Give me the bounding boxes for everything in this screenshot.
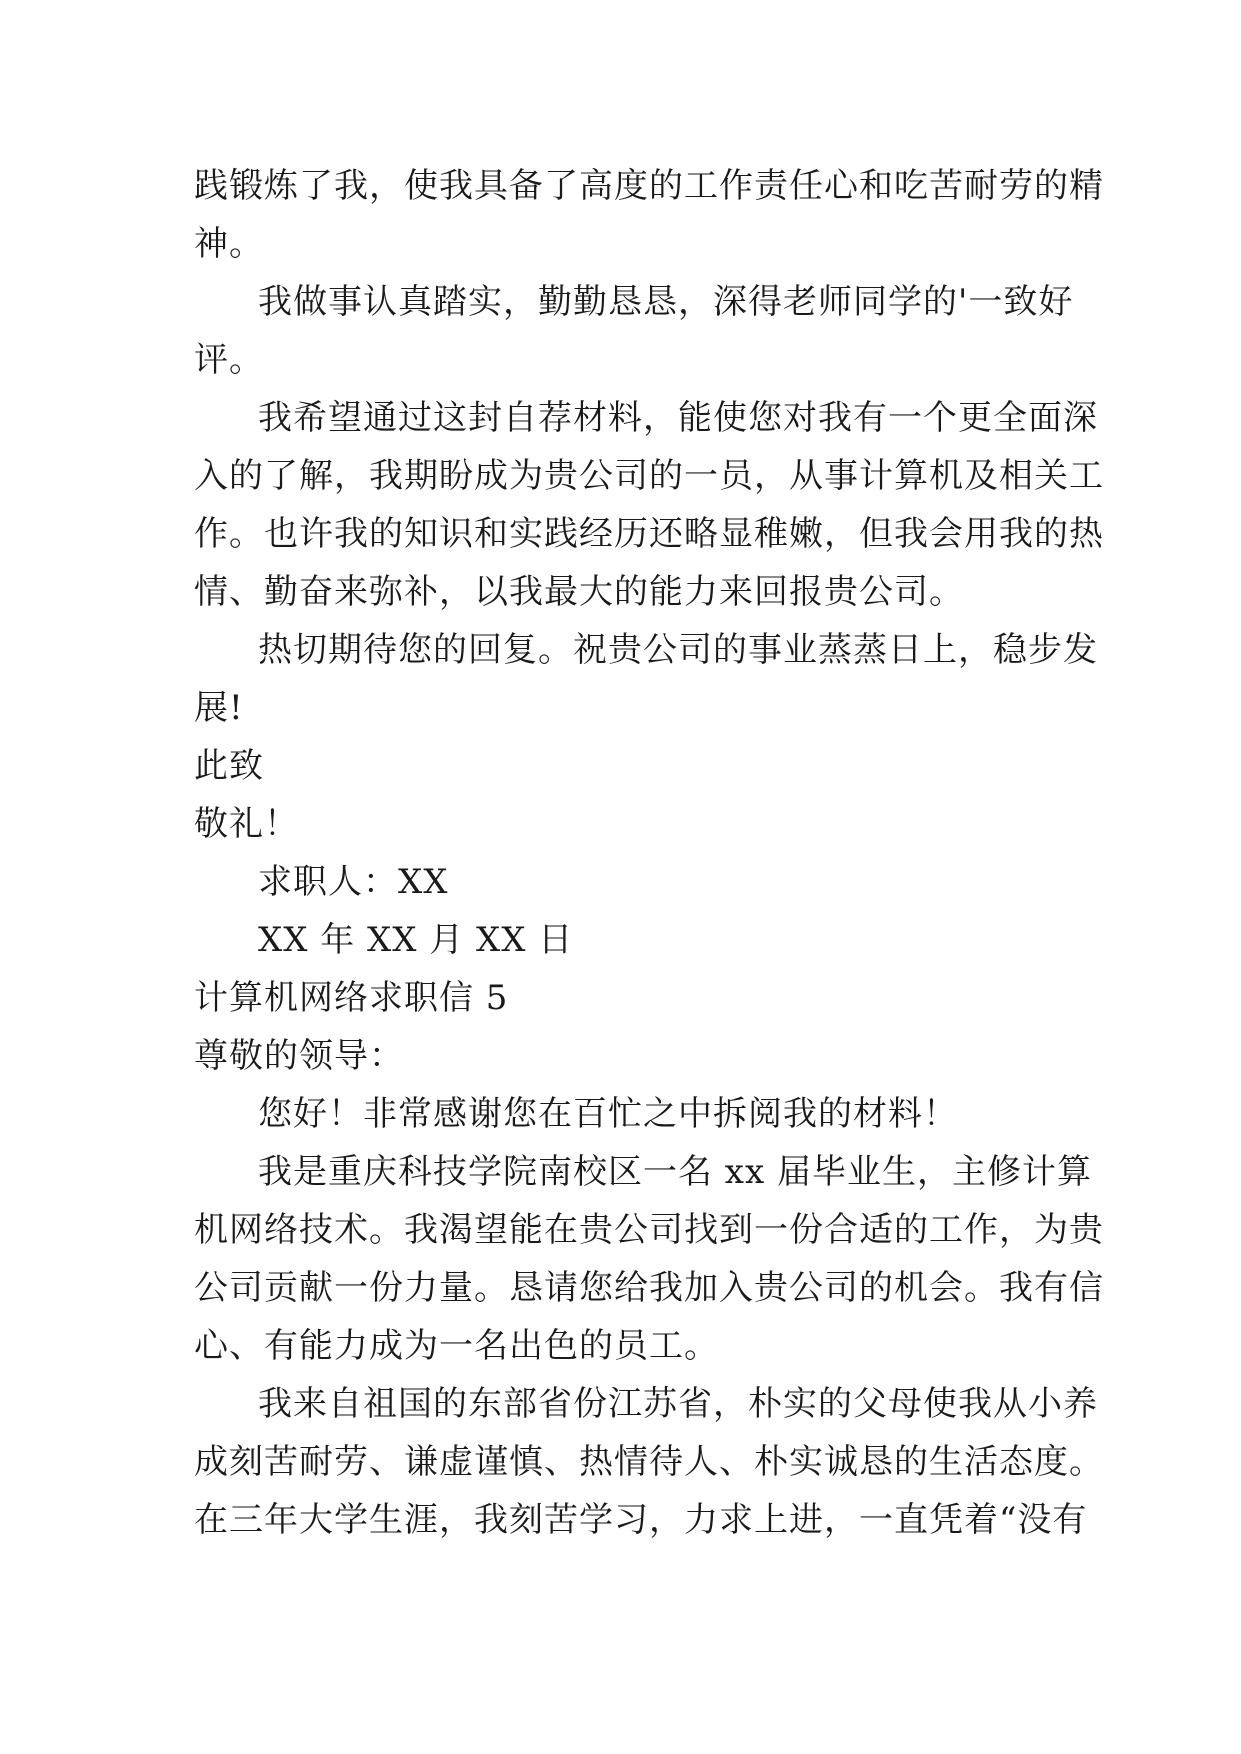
text-line: 我是重庆科技学院南校区一名 xx 届毕业生，主修计算 [258,1152,1092,1192]
text-line: 敬礼！ [194,804,299,844]
text-line: 在三年大学生涯，我刻苦学习，力求上进，一直凭着“没有 [194,1500,1088,1540]
text-line: 公司贡献一份力量。恳请您给我加入贵公司的机会。我有信 [194,1268,1104,1308]
text-line: 入的了解，我期盼成为贵公司的一员，从事计算机及相关工 [194,456,1104,496]
text-line: 我希望通过这封自荐材料，能使您对我有一个更全面深 [258,398,1098,438]
text-line: 热切期待您的回复。祝贵公司的事业蒸蒸日上，稳步发 [258,630,1098,670]
text-line: 此致 [194,746,264,786]
text-line: 评。 [194,340,264,380]
text-line: 作。也许我的知识和实践经历还略显稚嫩，但我会用我的热 [194,514,1104,554]
text-line: 成刻苦耐劳、谦虚谨慎、热情待人、朴实诚恳的生活态度。 [194,1442,1104,1482]
signature-date: XX 年 XX 月 XX 日 [258,920,574,960]
text-line: 情、勤奋来弥补，以我最大的能力来回报贵公司。 [194,572,964,612]
section-title: 计算机网络求职信 5 [194,978,509,1018]
text-line: 践锻炼了我，使我具备了高度的工作责任心和吃苦耐劳的精 [194,166,1104,206]
text-line: 我做事认真踏实，勤勤恳恳，深得老师同学的'一致好 [258,282,1074,322]
signature-name: 求职人：XX [258,862,449,902]
text-line: 我来自祖国的东部省份江苏省，朴实的父母使我从小养 [258,1384,1098,1424]
text-line: 心、有能力成为一名出色的员工。 [194,1326,719,1366]
text-line: 神。 [194,224,264,264]
text-line: 机网络技术。我渴望能在贵公司找到一份合适的工作，为贵 [194,1210,1104,1250]
salutation: 尊敬的领导： [194,1036,404,1076]
text-line: 展! [194,688,244,728]
text-line: 您好！非常感谢您在百忙之中拆阅我的材料！ [258,1094,958,1134]
